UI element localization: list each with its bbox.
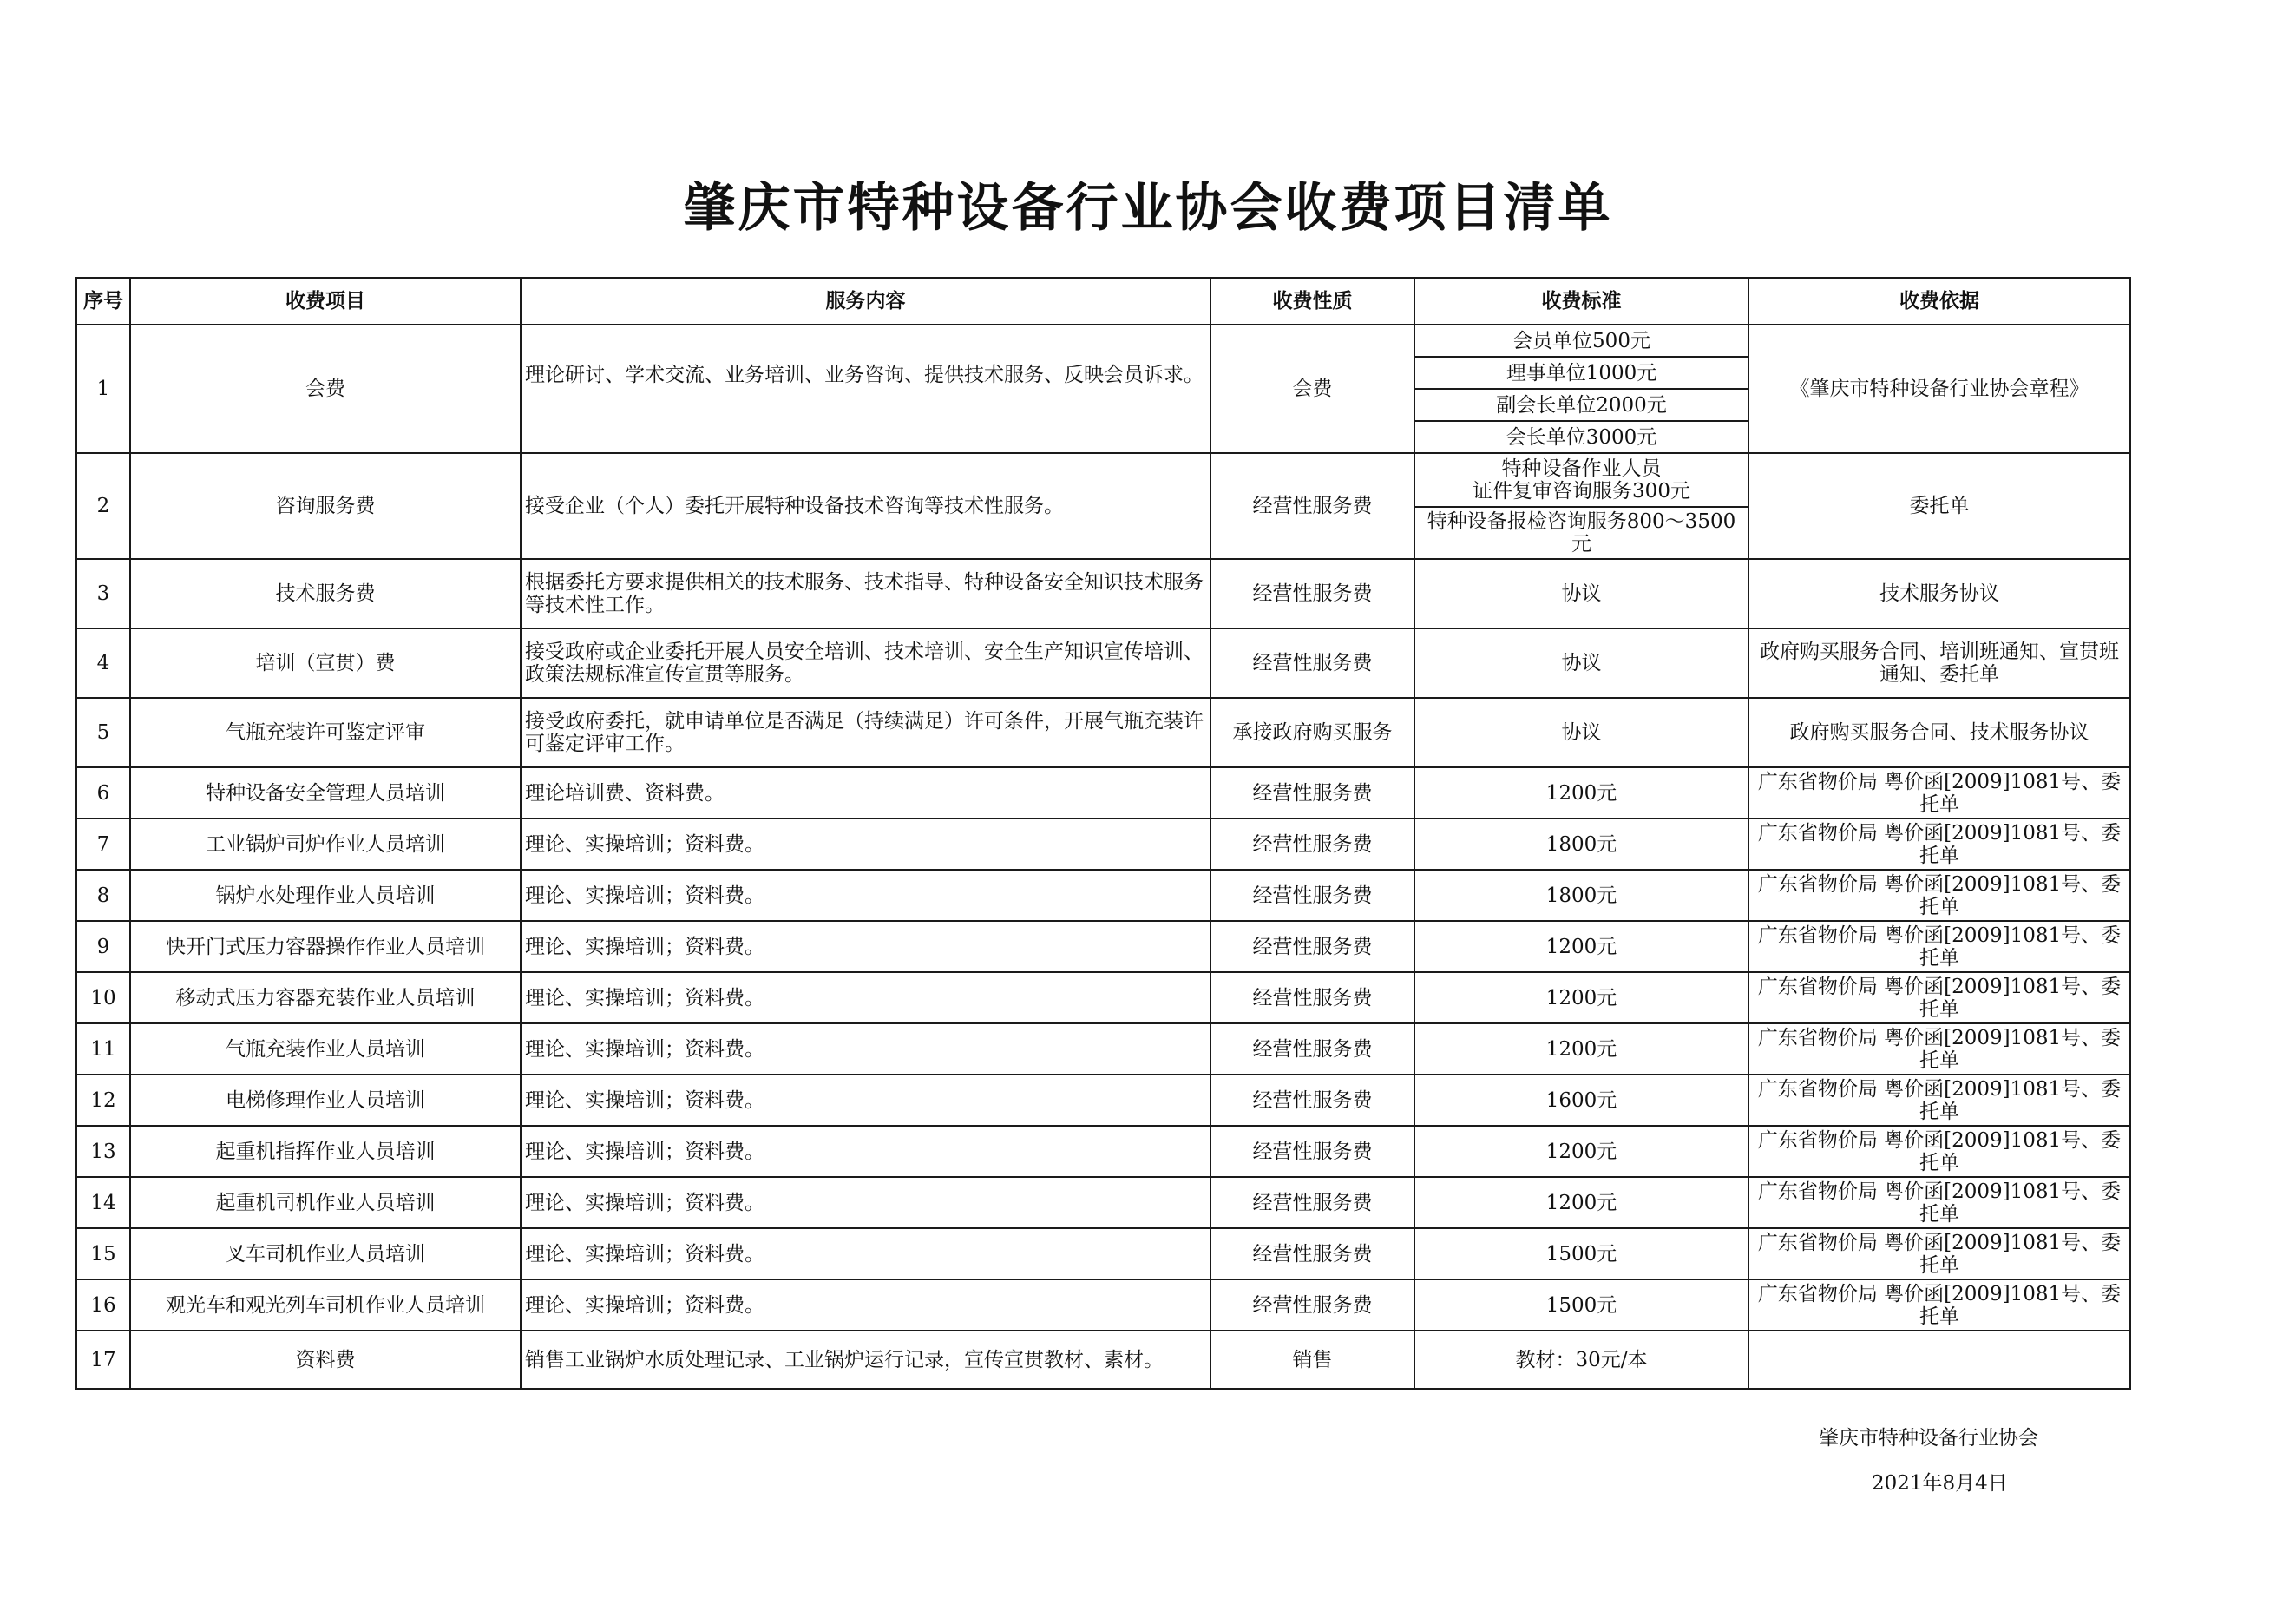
cell-nature: 经营性服务费: [1210, 453, 1414, 559]
cell-basis: 广东省物价局 粤价函[2009]1081号、委托单: [1748, 1023, 2130, 1075]
table-row: [76, 921, 2130, 972]
cell-content: 销售工业锅炉水质处理记录、工业锅炉运行记录，宣传宣贯教材、素材。: [521, 1331, 1210, 1389]
table-row: [76, 767, 2130, 819]
document-title: 肇庆市特种设备行业协会收费项目清单: [683, 178, 1613, 239]
cell-standard: 1200元: [1414, 1023, 1748, 1075]
cell-content: 接受企业（个人）委托开展特种设备技术咨询等技术性服务。: [521, 453, 1210, 559]
header-standard: 收费标准: [1414, 278, 1748, 325]
cell-content: 理论研讨、学术交流、业务培训、业务咨询、提供技术服务、反映会员诉求。: [521, 325, 1210, 453]
header-item: 收费项目: [130, 278, 521, 325]
table-row: [76, 1075, 2130, 1126]
cell-item: 观光车和观光列车司机作业人员培训: [130, 1279, 521, 1331]
table-row: [76, 1228, 2130, 1279]
header-nature: 收费性质: [1210, 278, 1414, 325]
table-row: [76, 1023, 2130, 1075]
cell-nature: 经营性服务费: [1210, 1279, 1414, 1331]
cell-nature: 经营性服务费: [1210, 972, 1414, 1023]
cell-standard: 1800元: [1414, 870, 1748, 921]
cell-basis: [1748, 1331, 2130, 1389]
cell-standard: 1200元: [1414, 972, 1748, 1023]
cell-basis: 广东省物价局 粤价函[2009]1081号、委托单: [1748, 819, 2130, 870]
table-row: [76, 819, 2130, 870]
cell-content: 理论、实操培训；资料费。: [521, 972, 1210, 1023]
table-row: [76, 972, 2130, 1023]
cell-basis: 委托单: [1748, 453, 2130, 559]
cell-item: 资料费: [130, 1331, 521, 1389]
cell-basis: 广东省物价局 粤价函[2009]1081号、委托单: [1748, 1279, 2130, 1331]
cell-content: 理论、实操培训；资料费。: [521, 1228, 1210, 1279]
cell-item: 气瓶充装许可鉴定评审: [130, 698, 521, 767]
cell-item: 技术服务费: [130, 559, 521, 628]
cell-content: 理论、实操培训；资料费。: [521, 921, 1210, 972]
header-no: 序号: [76, 278, 130, 325]
cell-basis: 技术服务协议: [1748, 559, 2130, 628]
cell-no: 2: [76, 453, 130, 559]
cell-no: 9: [76, 921, 130, 972]
table-row: [76, 870, 2130, 921]
cell-standard: 1200元: [1414, 921, 1748, 972]
cell-basis: 广东省物价局 粤价函[2009]1081号、委托单: [1748, 767, 2130, 819]
cell-nature: 承接政府购买服务: [1210, 698, 1414, 767]
cell-no: 15: [76, 1228, 130, 1279]
cell-content: 理论、实操培训；资料费。: [521, 1279, 1210, 1331]
cell-item: 气瓶充装作业人员培训: [130, 1023, 521, 1075]
cell-standard: 1200元: [1414, 767, 1748, 819]
cell-standard: 会员单位500元: [1414, 325, 1748, 357]
cell-content: 理论、实操培训；资料费。: [521, 1177, 1210, 1228]
cell-basis: 政府购买服务合同、技术服务协议: [1748, 698, 2130, 767]
cell-nature: 会费: [1210, 325, 1414, 453]
cell-item: 咨询服务费: [130, 453, 521, 559]
cell-item: 叉车司机作业人员培训: [130, 1228, 521, 1279]
cell-nature: 经营性服务费: [1210, 559, 1414, 628]
cell-nature: 经营性服务费: [1210, 819, 1414, 870]
cell-content: 理论、实操培训；资料费。: [521, 1075, 1210, 1126]
cell-no: 17: [76, 1331, 130, 1389]
cell-nature: 经营性服务费: [1210, 628, 1414, 698]
cell-nature: 经营性服务费: [1210, 1177, 1414, 1228]
header-content: 服务内容: [521, 278, 1210, 325]
table-row: [76, 1279, 2130, 1331]
cell-no: 14: [76, 1177, 130, 1228]
cell-standard: 1200元: [1414, 1177, 1748, 1228]
cell-standard: 会长单位3000元: [1414, 421, 1748, 453]
cell-content: 接受政府或企业委托开展人员安全培训、技术培训、安全生产知识宣传培训、政策法规标准宣传宣贯等服务。: [521, 628, 1210, 698]
table-row: [76, 453, 2130, 507]
cell-content: 接受政府委托，就申请单位是否满足（持续满足）许可条件，开展气瓶充装许可鉴定评审工作。: [521, 698, 1210, 767]
cell-nature: 经营性服务费: [1210, 1075, 1414, 1126]
table-row: [76, 325, 2130, 357]
cell-no: 12: [76, 1075, 130, 1126]
issuing-organization: 肇庆市特种设备行业协会: [1819, 1427, 2038, 1450]
cell-basis: 广东省物价局 粤价函[2009]1081号、委托单: [1748, 1075, 2130, 1126]
cell-standard: 协议: [1414, 698, 1748, 767]
cell-no: 11: [76, 1023, 130, 1075]
table-row: [76, 1177, 2130, 1228]
cell-standard: 特种设备作业人员 证件复审咨询服务300元: [1414, 453, 1748, 507]
cell-standard: 1500元: [1414, 1279, 1748, 1331]
cell-content: 理论培训费、资料费。: [521, 767, 1210, 819]
cell-standard: 协议: [1414, 559, 1748, 628]
cell-nature: 经营性服务费: [1210, 1023, 1414, 1075]
cell-content: 根据委托方要求提供相关的技术服务、技术指导、特种设备安全知识技术服务等技术性工作。: [521, 559, 1210, 628]
table-row: [76, 559, 2130, 628]
cell-item: 会费: [130, 325, 521, 453]
cell-item: 工业锅炉司炉作业人员培训: [130, 819, 521, 870]
cell-no: 13: [76, 1126, 130, 1177]
cell-nature: 销售: [1210, 1331, 1414, 1389]
cell-standard: 1200元: [1414, 1126, 1748, 1177]
cell-basis: 广东省物价局 粤价函[2009]1081号、委托单: [1748, 921, 2130, 972]
cell-no: 3: [76, 559, 130, 628]
cell-basis: 广东省物价局 粤价函[2009]1081号、委托单: [1748, 1126, 2130, 1177]
header-basis: 收费依据: [1748, 278, 2130, 325]
table-header-row: [76, 278, 2130, 325]
cell-no: 10: [76, 972, 130, 1023]
cell-standard: 特种设备报检咨询服务800～3500元: [1414, 507, 1748, 559]
cell-standard: 协议: [1414, 628, 1748, 698]
cell-content: 理论、实操培训；资料费。: [521, 1023, 1210, 1075]
cell-nature: 经营性服务费: [1210, 767, 1414, 819]
cell-no: 7: [76, 819, 130, 870]
cell-basis: 广东省物价局 粤价函[2009]1081号、委托单: [1748, 972, 2130, 1023]
cell-item: 快开门式压力容器操作作业人员培训: [130, 921, 521, 972]
table-row: [76, 1331, 2130, 1389]
cell-standard: 1800元: [1414, 819, 1748, 870]
cell-nature: 经营性服务费: [1210, 1126, 1414, 1177]
cell-item: 特种设备安全管理人员培训: [130, 767, 521, 819]
issue-date: 2021年8月4日: [1872, 1472, 2008, 1495]
cell-basis: 广东省物价局 粤价函[2009]1081号、委托单: [1748, 870, 2130, 921]
table-row: [76, 1126, 2130, 1177]
cell-no: 1: [76, 325, 130, 453]
cell-item: 锅炉水处理作业人员培训: [130, 870, 521, 921]
cell-content: 理论、实操培训；资料费。: [521, 870, 1210, 921]
cell-standard: 1600元: [1414, 1075, 1748, 1126]
cell-standard: 副会长单位2000元: [1414, 389, 1748, 421]
cell-standard: 教材：30元/本: [1414, 1331, 1748, 1389]
cell-item: 起重机指挥作业人员培训: [130, 1126, 521, 1177]
cell-basis: 广东省物价局 粤价函[2009]1081号、委托单: [1748, 1228, 2130, 1279]
cell-item: 电梯修理作业人员培训: [130, 1075, 521, 1126]
cell-item: 起重机司机作业人员培训: [130, 1177, 521, 1228]
cell-no: 5: [76, 698, 130, 767]
cell-nature: 经营性服务费: [1210, 870, 1414, 921]
cell-no: 16: [76, 1279, 130, 1331]
table-row: [76, 698, 2130, 767]
cell-item: 移动式压力容器充装作业人员培训: [130, 972, 521, 1023]
table-row: [76, 628, 2130, 698]
cell-item: 培训（宣贯）费: [130, 628, 521, 698]
cell-standard: 1500元: [1414, 1228, 1748, 1279]
cell-basis: 广东省物价局 粤价函[2009]1081号、委托单: [1748, 1177, 2130, 1228]
cell-nature: 经营性服务费: [1210, 921, 1414, 972]
cell-no: 8: [76, 870, 130, 921]
cell-no: 6: [76, 767, 130, 819]
cell-no: 4: [76, 628, 130, 698]
cell-basis: 政府购买服务合同、培训班通知、宣贯班通知、委托单: [1748, 628, 2130, 698]
cell-content: 理论、实操培训；资料费。: [521, 819, 1210, 870]
cell-basis: 《肇庆市特种设备行业协会章程》: [1748, 325, 2130, 453]
fee-table: [75, 277, 2131, 1390]
cell-standard: 理事单位1000元: [1414, 357, 1748, 389]
cell-content: 理论、实操培训；资料费。: [521, 1126, 1210, 1177]
cell-nature: 经营性服务费: [1210, 1228, 1414, 1279]
